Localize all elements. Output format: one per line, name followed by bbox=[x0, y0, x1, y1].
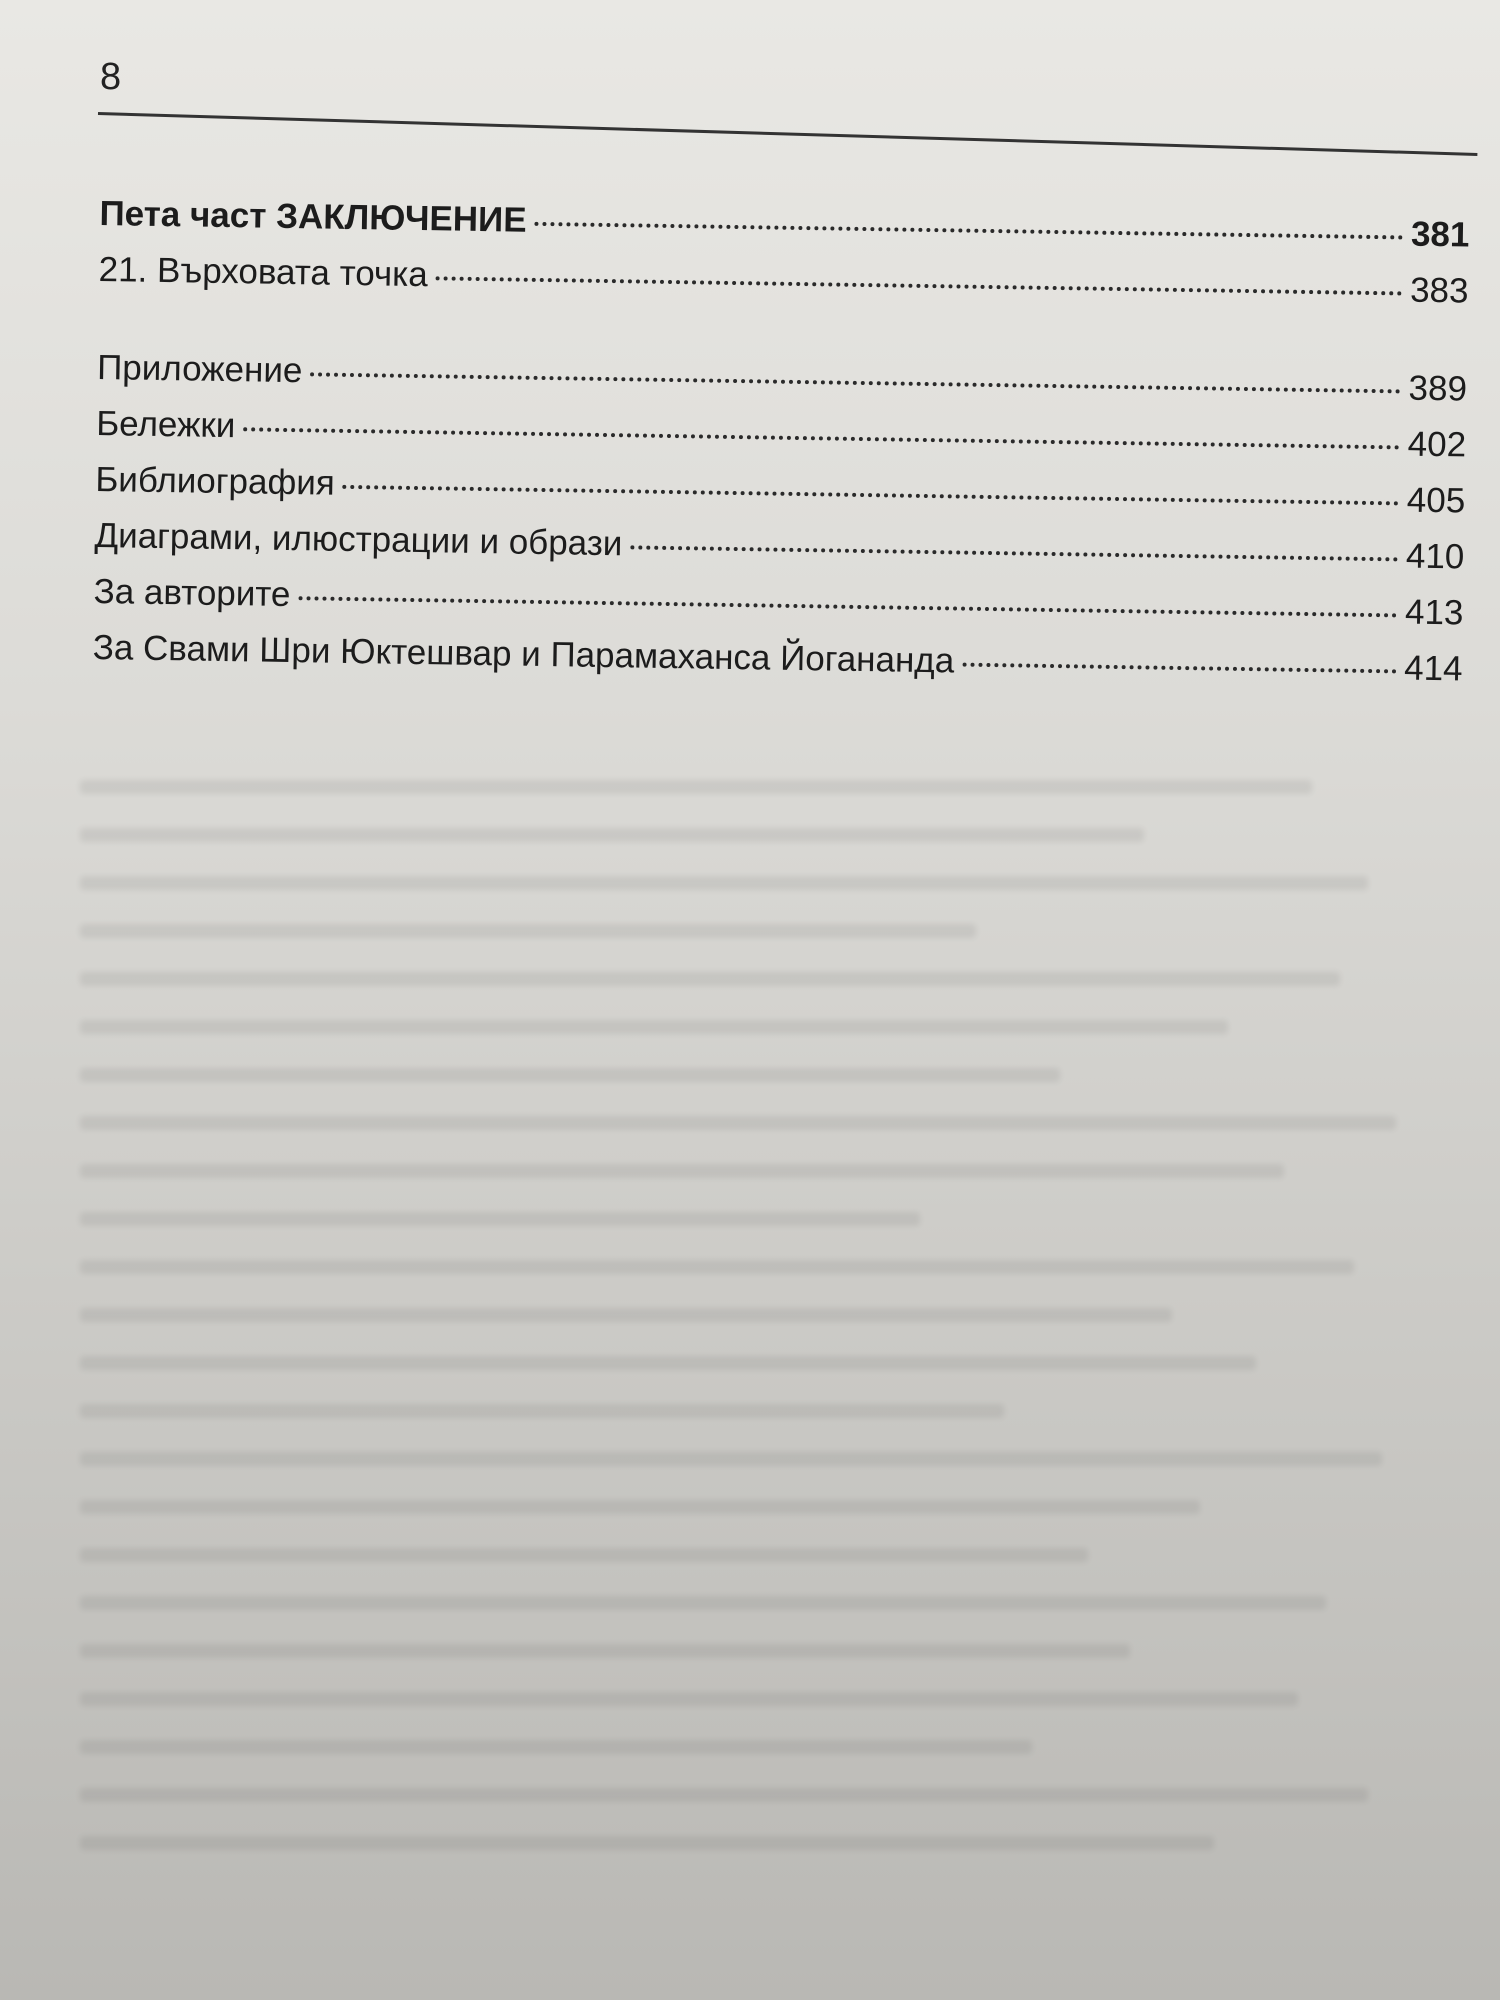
toc-dot-leader bbox=[243, 427, 1399, 449]
toc-entry-page: 414 bbox=[1403, 648, 1463, 689]
toc-dot-leader bbox=[343, 485, 1399, 506]
toc-entry-title: Бележки bbox=[95, 403, 236, 446]
show-through-texture bbox=[80, 780, 1480, 1980]
table-of-contents bbox=[92, 186, 1470, 697]
toc-dot-leader bbox=[298, 596, 1397, 617]
toc-group-back-matter bbox=[92, 340, 1467, 697]
toc-dot-leader bbox=[962, 663, 1396, 674]
toc-entry-page: 405 bbox=[1406, 480, 1466, 521]
toc-entry-title: Диаграми, илюстрации и образи bbox=[94, 515, 623, 564]
toc-entry-page: 389 bbox=[1408, 368, 1468, 409]
toc-entry-title: Пета част ЗАКЛЮЧЕНИЕ bbox=[99, 193, 527, 240]
toc-group-part-five bbox=[98, 186, 1470, 320]
toc-entry-page: 383 bbox=[1409, 270, 1469, 311]
toc-dot-leader bbox=[535, 222, 1403, 240]
toc-entry-title: За авторите bbox=[93, 571, 291, 615]
toc-entry-page: 402 bbox=[1407, 424, 1467, 465]
toc-entry-title: За Свами Шри Юктешвар и Парамаханса Йогананда bbox=[92, 627, 955, 681]
toc-entry-page: 410 bbox=[1405, 536, 1465, 577]
toc-dot-leader bbox=[436, 276, 1402, 295]
toc-entry-page: 381 bbox=[1410, 214, 1470, 255]
toc-entry-title: 21. Върховата точка bbox=[98, 249, 429, 295]
toc-entry-title: Библиография bbox=[95, 459, 336, 503]
toc-dot-leader bbox=[630, 545, 1398, 561]
toc-dot-leader bbox=[310, 372, 1400, 393]
page-number: 8 bbox=[100, 56, 122, 98]
header-rule bbox=[98, 112, 1477, 156]
toc-entry-page: 413 bbox=[1404, 592, 1464, 633]
toc-entry-title: Приложение bbox=[96, 347, 303, 391]
